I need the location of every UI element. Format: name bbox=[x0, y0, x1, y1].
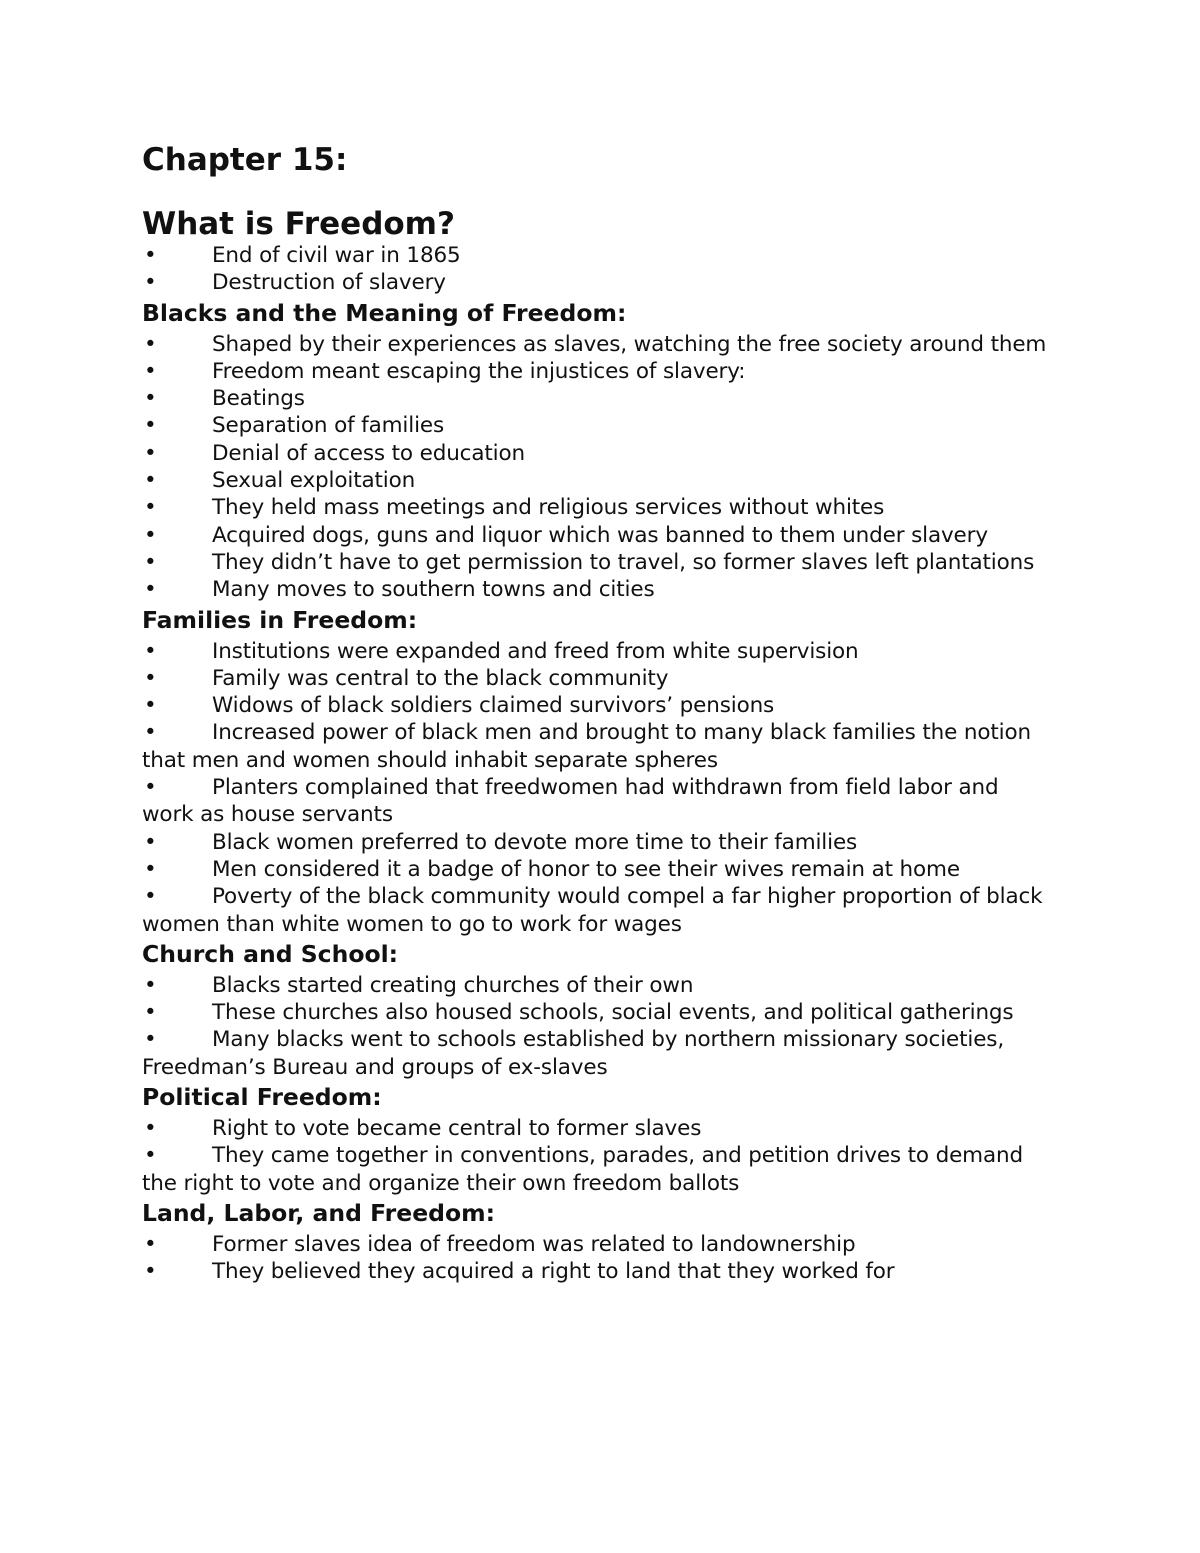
list-item-text: They held mass meetings and religious services without whites bbox=[212, 495, 885, 521]
list-item-text: Freedom meant escaping the injustices of slavery: bbox=[212, 358, 746, 384]
section-list-families-in-freedom bbox=[142, 638, 1052, 938]
list-item-text: End of civil war in 1865 bbox=[212, 243, 461, 268]
bullet-icon: • bbox=[144, 386, 157, 412]
section-list-land-labor-freedom bbox=[142, 1231, 1052, 1286]
list-item bbox=[142, 1231, 1052, 1258]
section-heading-church-and-school: Church and School: bbox=[142, 939, 399, 968]
list-item-text: Increased power of black men and brought to many black families the notion that men and women should inhabit separate spheres bbox=[142, 720, 1031, 773]
list-item-text: They came together in conventions, parades, and petition drives to demand the right to vote and organize their own freedom ballots bbox=[142, 1143, 1023, 1196]
bullet-icon: • bbox=[144, 549, 157, 575]
list-item bbox=[142, 412, 1052, 439]
list-item bbox=[142, 1026, 1052, 1081]
bullet-icon: • bbox=[144, 884, 157, 910]
bullet-icon: • bbox=[144, 413, 157, 439]
bullet-icon: • bbox=[144, 468, 157, 494]
list-item bbox=[142, 883, 1052, 938]
list-item-text: They didn’t have to get permission to travel, so former slaves left plantations bbox=[212, 549, 1035, 575]
list-item bbox=[142, 1115, 1052, 1142]
list-item bbox=[142, 972, 1052, 999]
list-item bbox=[142, 242, 1052, 269]
list-item-text: Institutions were expanded and freed from white supervision bbox=[212, 638, 859, 664]
list-item-text: These churches also housed schools, social events, and political gatherings bbox=[212, 1000, 1014, 1026]
list-item bbox=[142, 269, 1052, 296]
bullet-icon: • bbox=[144, 1143, 157, 1169]
list-item-text: Sexual exploitation bbox=[212, 468, 416, 494]
list-item-text: Separation of families bbox=[212, 413, 445, 439]
list-item bbox=[142, 856, 1052, 883]
list-item bbox=[142, 638, 1052, 665]
list-item bbox=[142, 999, 1052, 1026]
list-item-text: Many blacks went to schools established by northern missionary societies, Freedman’s Bureau and groups of ex-slaves bbox=[142, 1027, 1005, 1080]
bullet-icon: • bbox=[144, 856, 157, 882]
list-item-text: Shaped by their experiences as slaves, watching the free society around them bbox=[212, 331, 1047, 357]
bullet-icon: • bbox=[144, 665, 157, 691]
list-item-text: Many moves to southern towns and cities bbox=[212, 577, 655, 603]
list-item bbox=[142, 358, 1052, 385]
bullet-icon: • bbox=[144, 638, 157, 664]
bullet-icon: • bbox=[144, 495, 157, 521]
section-list-political-freedom bbox=[142, 1115, 1052, 1197]
list-item-text: Black women preferred to devote more time to their families bbox=[212, 829, 858, 855]
list-item bbox=[142, 494, 1052, 521]
section-list-meaning-of-freedom bbox=[142, 331, 1052, 604]
list-item-text: Denial of access to education bbox=[212, 440, 525, 466]
list-item bbox=[142, 719, 1052, 774]
list-item-text: Right to vote became central to former slaves bbox=[212, 1116, 702, 1142]
bullet-icon: • bbox=[144, 243, 157, 268]
bullet-icon: • bbox=[144, 829, 157, 855]
list-item-text: Men considered it a badge of honor to see their wives remain at home bbox=[212, 856, 960, 882]
list-item bbox=[142, 331, 1052, 358]
section-heading-land-labor-freedom: Land, Labor, and Freedom: bbox=[142, 1198, 495, 1227]
list-item bbox=[142, 576, 1052, 603]
bullet-icon: • bbox=[144, 720, 157, 746]
bullet-icon: • bbox=[144, 358, 157, 384]
list-item bbox=[142, 1258, 1052, 1285]
list-item-text: Beatings bbox=[212, 386, 305, 412]
list-item-text: Poverty of the black community would compel a far higher proportion of black women than white women to go to work for wages bbox=[142, 884, 1043, 937]
section-heading-families-in-freedom: Families in Freedom: bbox=[142, 605, 418, 634]
list-item-text: Planters complained that freedwomen had withdrawn from field labor and work as house servants bbox=[142, 775, 999, 828]
section-list-church-and-school bbox=[142, 972, 1052, 1081]
list-item-text: Former slaves idea of freedom was related to landownership bbox=[212, 1231, 856, 1257]
list-item bbox=[142, 385, 1052, 412]
list-item-text: Family was central to the black community bbox=[212, 665, 669, 691]
list-item-text: Blacks started creating churches of their own bbox=[212, 972, 694, 998]
bullet-icon: • bbox=[144, 577, 157, 603]
list-item bbox=[142, 467, 1052, 494]
bullet-icon: • bbox=[144, 775, 157, 801]
section-heading-political-freedom: Political Freedom: bbox=[142, 1083, 382, 1112]
bullet-icon: • bbox=[144, 1000, 157, 1026]
list-item bbox=[142, 774, 1052, 829]
list-item bbox=[142, 522, 1052, 549]
bullet-icon: • bbox=[144, 522, 157, 548]
bullet-icon: • bbox=[144, 693, 157, 719]
list-item bbox=[142, 829, 1052, 856]
intro-list bbox=[142, 242, 1052, 297]
bullet-icon: • bbox=[144, 1116, 157, 1142]
chapter-title: Chapter 15: bbox=[142, 142, 348, 178]
list-item-text: Destruction of slavery bbox=[212, 270, 446, 296]
bullet-icon: • bbox=[144, 270, 157, 296]
list-item bbox=[142, 549, 1052, 576]
bullet-icon: • bbox=[144, 972, 157, 998]
list-item bbox=[142, 440, 1052, 467]
bullet-icon: • bbox=[144, 1259, 157, 1285]
bullet-icon: • bbox=[144, 1231, 157, 1257]
bullet-icon: • bbox=[144, 331, 157, 357]
list-item-text: They believed they acquired a right to land that they worked for bbox=[212, 1259, 895, 1285]
bullet-icon: • bbox=[144, 440, 157, 466]
main-title: What is Freedom? bbox=[142, 206, 455, 242]
bullet-icon: • bbox=[144, 1027, 157, 1053]
list-item-text: Acquired dogs, guns and liquor which was banned to them under slavery bbox=[212, 522, 988, 548]
document-page bbox=[142, 140, 1052, 1286]
list-item bbox=[142, 692, 1052, 719]
list-item bbox=[142, 665, 1052, 692]
list-item-text: Widows of black soldiers claimed survivors’ pensions bbox=[212, 693, 775, 719]
list-item bbox=[142, 1142, 1052, 1197]
section-heading-meaning-of-freedom: Blacks and the Meaning of Freedom: bbox=[142, 298, 627, 327]
